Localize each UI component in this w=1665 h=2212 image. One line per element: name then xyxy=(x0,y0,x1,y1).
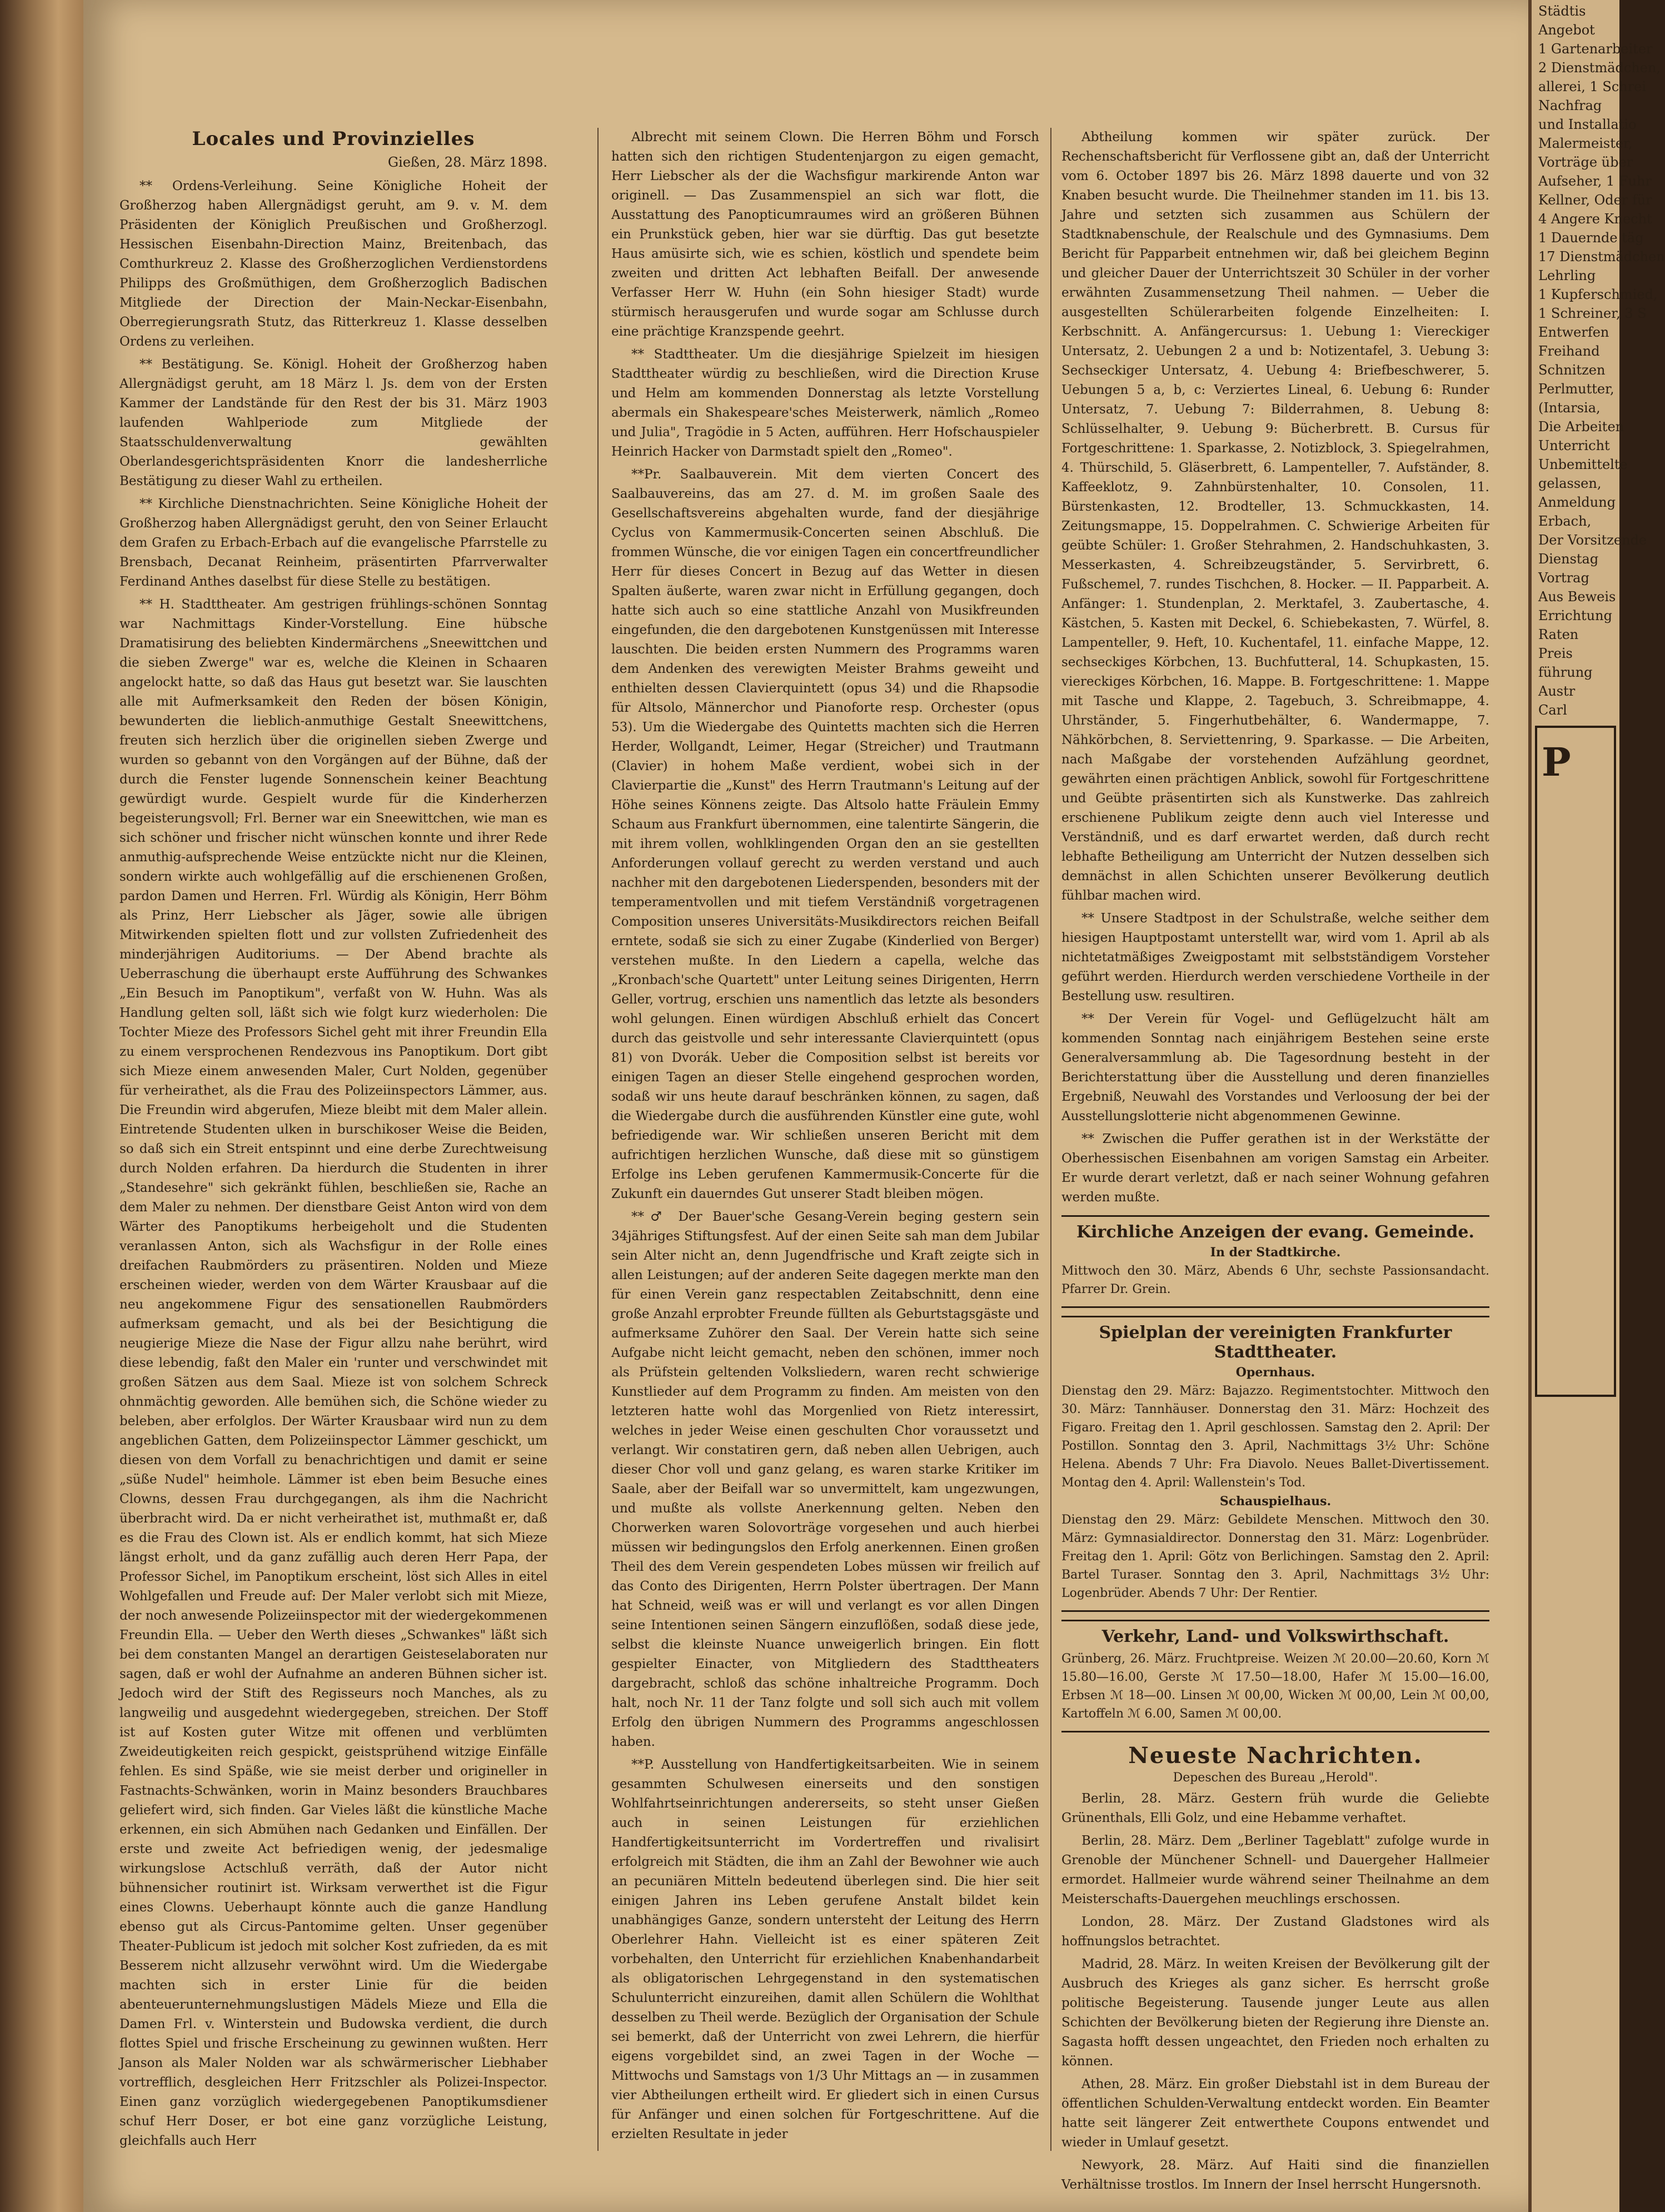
adjacent-page-line: Errichtung xyxy=(1538,608,1612,623)
adjacent-page-line: Malermeister, xyxy=(1538,136,1633,151)
adjacent-page-line: 4 Angere Knecht xyxy=(1538,211,1652,227)
church-subtitle: In der Stadtkirche. xyxy=(1210,1245,1341,1260)
adjacent-page-line: Anmeldung xyxy=(1538,495,1616,510)
news-item: Berlin, 28. März. Dem „Berliner Tageblatt" zufolge wurde in Grenoble der Münchener Schnell- und Dauergeher Hallmeier ermordet. Hallmeier wurde während seiner Theilnahme an dem Meisterschafts-Dauergehen meuchlings erschossen. xyxy=(1061,1834,1489,1906)
article-paragraph: Albrecht mit seinem Clown. Die Herren Böhm und Forsch hatten sich den richtigen Studentenjargon zu eigen gemacht, Herr Liebscher als der die Wachsfigur markirende Anton war originell. — Das Zusammenspiel an sich war flott, die Ausstattung des Panopticumraumes wird an größeren Bühnen ein Prunkstück geben, hier war sie dürftig. Das gut besetzte Haus amüsirte sich, wie es schien, köstlich und spendete beim zweiten und dritten Act lebhaften Beifall. Der anwesende Verfasser Herr W. Huhn (ein Sohn hiesiger Stadt) wurde stürmisch herausgerufen und wurde sogar am Schlusse durch eine prächtige Kranzspende geehrt. xyxy=(611,130,1039,339)
column-2 xyxy=(611,128,1039,2151)
news-item: Berlin, 28. März. Gestern früh wurde die Geliebte Grünenthals, Elli Golz, und eine Hebamme verhaftet. xyxy=(1061,1791,1489,1825)
economy-section xyxy=(1061,1620,1489,1732)
column-1 xyxy=(119,128,547,2151)
adjacent-page-line: 1 Kupferschmied, xyxy=(1538,287,1658,302)
column-rule xyxy=(597,128,599,2151)
adjacent-page-line: 1 Dauernde täg xyxy=(1538,230,1644,246)
article-paragraph: ** Bestätigung. Se. Königl. Hoheit der Großherzog haben Allergnädigst geruht, am 18 März l. Js. dem von der Ersten Kammer der Landstände für den Rest der bis 31. März 1903 laufenden Wahlperiode zum Mitgliede der Staatsschuldenverwaltung gewählten Oberlandesgerichtspräsidenten Knorr die landesherrliche Bestätigung zu dieser Wahl zu ertheilen. xyxy=(119,357,547,488)
opera-heading: Opernhaus. xyxy=(1235,1365,1315,1380)
news-subtitle: Depeschen des Bureau „Herold". xyxy=(1173,1771,1378,1785)
book-spine xyxy=(0,0,83,2212)
church-title: Kirchliche Anzeigen der evang. Gemeinde. xyxy=(1076,1222,1474,1242)
adjacent-page-line: Austr xyxy=(1538,683,1576,699)
adjacent-page-line: 2 Dienstmädchen, xyxy=(1538,60,1661,76)
article-paragraph: **♂ Der Bauer'sche Gesang-Verein beging gestern sein 34jähriges Stiftungsfest. Auf der einen Seite sah man dem Jubilar sein Alter nicht an, denn Jugendfrische und Kraft zeigte sich in allen Leistungen; auf der anderen Seite dagegen merkte man den für einen Verein ganz respectablen Zeitabschnitt, denn eine große Anzahl erprobter Freunde füllten als Geburtstagsgäste und aufmerksame Zuhörer den Saal. Der Verein hatte sich seine Aufgabe nicht leicht gemacht, neben den schönen, immer noch als Prüfstein geltenden Volksliedern, waren recht schwierige Kunstlieder auf dem Programm zu finden. Am meisten von den letzteren hatte wohl das Morgenlied von Rietz interessirt, welches in jeder Weise einen geschulten Chor voraussetzt und verlangt. Wir constatiren gern, daß neben allen Uebrigen, auch dieser Chor voll und ganz gelang, es waren starke Kritiker im Saale, aber der Beifall war so unvermittelt, kam ungezwungen, und mußte als vollste Anerkennung gelten. Neben den Chorwerken waren Solovorträge vorgesehen und auch hierbei müssen wir bedingungslos den Erfolg anerkennen. Einen großen Theil des dem Verein gespendeten Lobes müssen wir freilich auf das Conto des Dirigenten, Herrn Polster übertragen. Der Mann hat Schneid, weiß was er will und verlangt es vor allen Dingen seine Intentionen seinen Sängern einzuflößen, sodaß diese jede, selbst die kleinste Nuance unweigerlich bringen. Ein flott gespielter Einacter, von Mitgliedern des Stadttheaters dargebracht, schloß das schöne inhaltreiche Programm. Doch halt, noch Nr. 11 der Tanz folgte und soll sich auch mit vollem Erfolg den übrigen Nummern des Programms angeschlossen haben. xyxy=(611,1210,1039,1749)
adjacent-page-line: Freihand xyxy=(1538,343,1600,359)
theatre-title: Spielplan der vereinigten Frankfurter Stadttheater. xyxy=(1099,1323,1452,1362)
column-rule xyxy=(1050,128,1051,2151)
church-notices xyxy=(1061,1215,1489,1308)
adjacent-page-line: Erbach, xyxy=(1538,513,1592,529)
section-title: Locales und Provinzielles xyxy=(192,128,475,150)
adjacent-page-line: Aufseher, 1 Fuhr xyxy=(1538,173,1652,189)
article-paragraph: ** H. Stadttheater. Am gestrigen frühlings-schönen Sonntag war Nachmittags Kinder-Vorstellung. Eine hübsche Dramatisirung des beliebten Kindermärchens „Sneewittchen und die sieben Zwerge" war es, welche die Kleinen in Schaaren angelockt hatte, so daß das Haus gut besetzt war. Sie lauschten alle mit Aufmerksamkeit den Reden der bösen Königin, bewunderten die lieblich-anmuthige Gestalt Sneewittchens, freuten sich herzlich über die originellen sieben Zwerge und wurden so gebannt von den Vorgängen auf der Bühne, daß der durch die Fenster lugende Sonnenschein keiner Beachtung gewürdigt wurde. Gespielt wurde für die Kinderherzen begeisterungsvoll; Frl. Berner war ein Sneewittchen, wie man es sich schöner und frischer nicht wünschen konnte und ihrer Rede anmuthig-aufsprechende Weise entzückte nicht nur die Kleinen, sondern wirkte auch wohlgefällig auf die erschienenen Großen, pardon Damen und Herren. Frl. Würdig als Königin, Herr Böhm als Prinz, Herr Liebscher als Jäger, sowie alle übrigen Mitwirkenden spielten flott und zur vollsten Zufriedenheit des minderjährigen Auditoriums. — Der Abend brachte als Ueberraschung die überhaupt erste Aufführung des Schwankes „Ein Besuch im Panoptikum", verfaßt von W. Huhn. Was als Handlung gelten soll, läßt sich wie folgt kurz wiederholen: Die Tochter Mieze des Professors Sichel geht mit ihrer Freundin Ella zu einem versprochenen Rendezvous ins Panoptikum. Dort gibt sich Mieze einem anwesenden Maler, Curt Nolden, gegenüber für verheirathet, als die Frau des Polizeiinspectors Lämmer, aus. Die Freundin wird abgerufen, Mieze bleibt mit dem Maler allein. Eintretende Studenten ulken in burschikoser Weise die Beiden, so daß sich ein Streit entspinnt und eine derbe Zurechtweisung durch Nolden erfahren. Da hierdurch die Studenten in ihrer „Standesehre" sich gekränkt fühlen, beschließen sie, Rache an dem Maler zu nehmen. Der dienstbare Geist Anton wird von dem Wärter des Panoptikums herbeigeholt und die Studenten veranlassen Anton, sich als Wachsfigur in der Rolle eines dreifachen Raubmörders zu präsentiren. Nolden und Mieze erscheinen wieder, werden von dem Wärter Krausbaar auf die neu angekommene Figur des sensationellen Raubmörders aufmerksam gemacht, und als bei der Besichtigung die neugierige Mieze die Nase der Figur allzu nahe berührt, wird diese lebendig, faßt den Maler ein 'runter und verschwindet mit großen Sätzen aus dem Saal. Mieze ist von solchem Schreck ohnmächtig geworden. Alle bemühen sich, die Schöne wieder zu beleben, aber erfolglos. Der Wärter Krausbaar wird nun zu dem angeblichen Gatten, dem Polizeiinspector Lämmer geschickt, um diesen von dem Vorfall zu benachrichtigen und damit er seine „süße Nudel" heimhole. Lämmer ist eben beim Besuche eines Clowns, dessen Frau durchgegangen, als ihm die Nachricht überbracht wird. Da er nicht verheirathet ist, muthmaßt er, daß es die Frau des Clown ist. Als er endlich kommt, hat sich Mieze längst erholt, und da ganz zufällig auch deren Herr Papa, der Professor Sichel, im Panoptikum erscheint, löst sich Alles in eitel Wohlgefallen und Freude auf: Der Maler verlobt sich mit Mieze, der noch anwesende Polizeiinspector mit der wiedergekommenen Freundin Ella. — Ueber den Werth dieses „Schwankes" läßt sich bei dem constanten Mangel an derartigen Geisteselaboraten nur sagen, daß er wohl der Aufnahme an anderen Bühnen sicher ist. Jedoch wird der Stift des Regisseurs noch Manches, als zu langweilig und ausgedehnt wiedergegeben, streichen. Der Stoff ist auf Kosten guter Witze mit offenen und verblümten Zweideutigkeiten reich gespickt, geistsprühend witzige Einfälle fehlen. Es sind Späße, wie sie meist derber und origineller in Fastnachts-Schwänken, worin in Mainz besonders Brauchbares geliefert wird, sich finden. Gar Vieles läßt die künstliche Mache erkennen, ein sich Abmühen nach Gedanken und Einfällen. Der erste und zweite Act befriedigen wenig, der jedesmalige wirkungslose Actschluß verräth, daß der Autor nicht bühnensicher routinirt ist. Wirksam verwerthet ist die Figur eines Clowns. Ueberhaupt könnte auch die ganze Handlung ebenso gut als Circus-Pantomime gelten. Unser gegenüber Theater-Publicum ist jedoch mit solcher Kost zufrieden, da es mit Besserem nicht allzusehr verwöhnt wird. Um die Wiedergabe machten sich in erster Linie für die beiden abenteuerunternehmungslustigen Mädels Mieze und Ella die Damen Frl. v. Winterstein und Budowska verdient, die durch flottes Spiel und frische Erscheinung zu gewinnen wußten. Herr Janson als Maler Nolden war als schwärmerischer Liebhaber vortrefflich, desgleichen Herr Fritzschler als Polizei-Inspector. Einen ganz vorzüglich wiedergegebenen Panoptikumsdiener schuf Herr Doser, er bot eine ganz vorzügliche Leistung, gleichfalls auch Herr xyxy=(119,597,547,2148)
article-paragraph: ** Zwischen die Puffer gerathen ist in der Werkstätte der Oberhessischen Eisenbahnen am vorigen Samstag ein Arbeiter. Er wurde derart verletzt, daß er nach seiner Wohnung gefahren werden mußte. xyxy=(1061,1132,1489,1205)
church-text: Mittwoch den 30. März, Abends 6 Uhr, sechste Passionsandacht. Pfarrer Dr. Grein. xyxy=(1061,1264,1489,1296)
adjacent-page-line: Entwerfen xyxy=(1538,324,1609,340)
advertisement-letter: P xyxy=(1542,739,1571,785)
article-paragraph: **P. Ausstellung von Handfertigkeitsarbeiten. Wie in seinem gesammten Schulwesen einerseits und den sonstigen Wohlfahrtseinrichtungen andererseits, so steht unser Gießen auch in seinen Leistungen für erziehlichen Handfertigkeitsunterricht im Vordertreffen und rivalisirt erfolgreich mit Städten, die ihm an Zahl der Bewohner wie auch an pecuniären Mitteln bedeutend überlegen sind. Die hier seit einigen Jahren ins Leben gerufene Anstalt bildet kein unabhängiges Ganze, sondern untersteht der Leitung des Herrn Oberlehrer Hahn. Vielleicht ist es einer späteren Zeit vorbehalten, den Unterricht für erziehlichen Knabenhandarbeit als obligatorischen Lehrgegenstand in den systematischen Schulunterricht einzureihen, damit allen Schülern die Wohlthat desselben zu Theil werde. Bezüglich der Organisation der Schule sei bemerkt, daß der Unterricht von zwei Lehrern, die hierfür eigens vorgebildet sind, an zwei Tagen in der Woche — Mittwochs und Samstags von 1/3 Uhr Mittags an — in zusammen vier Abtheilungen ertheilt wird. Er gliedert sich in einen Cursus für Anfänger und einen solchen für Fortgeschrittene. Auf die erzielten Resultate in jeder xyxy=(611,1757,1039,2141)
adjacent-page-line: und Installatio xyxy=(1538,117,1637,132)
adjacent-page-line: Unterricht xyxy=(1538,438,1610,453)
theatre-schedule xyxy=(1061,1316,1489,1612)
news-item: Athen, 28. März. Ein großer Diebstahl ist in dem Bureau der öffentlichen Schulden-Verwaltung entdeckt worden. Ein Beamter hatte seit längerer Zeit entwerthete Coupons entwendet und wieder in Umlauf gesetzt. xyxy=(1061,2077,1489,2150)
news-item: Madrid, 28. März. In weiten Kreisen der Bevölkerung gilt der Ausbruch des Krieges als ganz sicher. Es herrscht große politische Begeisterung. Tausende junger Leute aus allen Schichten der Bevölkerung bieten der Regierung ihre Dienste an. Sagasta hofft dessen ungeachtet, den Frieden noch erhalten zu können. xyxy=(1061,1957,1489,2069)
adjacent-page-line: führung xyxy=(1538,665,1593,680)
advertisement-box xyxy=(1535,726,1616,1397)
opera-text: Dienstag den 29. März: Bajazzo. Regimentstochter. Mittwoch den 30. März: Tannhäuser. Donnerstag den 31. März: Hochzeit des Figaro. Freitag den 1. April geschlossen. Samstag den 2. April: Der Postillon. Sonntag den 3. April, Nachmittags 3½ Uhr: Schöne Helena. Abends 7 Uhr: Fra Diavolo. Neues Ballet-Divertissement. Montag den 4. April: Wallenstein's Tod. xyxy=(1061,1384,1489,1490)
adjacent-page-line: Unbemittelte xyxy=(1538,457,1628,472)
adjacent-page-line: 1 Schreiner, 3 S xyxy=(1538,306,1647,321)
play-heading: Schauspielhaus. xyxy=(1219,1494,1332,1509)
economy-text: Grünberg, 26. März. Fruchtpreise. Weizen ℳ 20.00—20.60, Korn ℳ 15.80—16.00, Gerste ℳ 17.50—18.00, Hafer ℳ 15.00—16.00, Erbsen ℳ 18—00. Linsen ℳ 00,00, Wicken ℳ 00,00, Lein ℳ 00,00, Kartoffeln ℳ 6.00, Samen ℳ 00,00. xyxy=(1061,1652,1489,1721)
adjacent-page-line: (Intarsia, xyxy=(1538,400,1601,416)
adjacent-page-line: Aus Beweis xyxy=(1538,589,1616,605)
adjacent-page-line: Der Vorsitzende xyxy=(1538,532,1647,548)
news-item: Newyork, 28. März. Auf Haiti sind die finanziellen Verhältnisse trostlos. Im Innern der Insel herrscht Hungersnoth. xyxy=(1061,2158,1489,2192)
adjacent-page-line: Preis xyxy=(1538,646,1573,661)
adjacent-page-line: 1 Gartenarbeiter xyxy=(1538,41,1653,57)
adjacent-page-line: Schnitzen xyxy=(1538,362,1606,378)
adjacent-page-line: gelassen, xyxy=(1538,476,1602,491)
play-text: Dienstag den 29. März: Gebildete Menschen. Mittwoch den 30. März: Gymnasialdirector. Donnerstag den 31. März: Logenbrüder. Freitag den 1. April: Götz von Berlichingen. Samstag den 2. April: Bartel Turaser. Sonntag den 3. April, Nachmittags 3½ Uhr: Logenbrüder. Abends 7 Uhr: Der Rentier. xyxy=(1061,1513,1489,1600)
adjacent-page-edge xyxy=(1528,0,1665,2212)
article-paragraph: ** Kirchliche Dienstnachrichten. Seine Königliche Hoheit der Großherzog haben Allergnädigst geruht, den von Seiner Erlaucht dem Grafen zu Erbach-Erbach auf die evangelische Pfarrstelle zu Brensbach, Decanat Reinheim, präsentirten Pfarrverwalter Ferdinand Anthes daselbst für diese Stelle zu bestätigen. xyxy=(119,497,547,589)
news-item: London, 28. März. Der Zustand Gladstones wird als hoffnungslos betrachtet. xyxy=(1061,1915,1489,1949)
article-paragraph: Abtheilung kommen wir später zurück. Der Rechenschaftsbericht für Verflossene gibt an, daß der Unterricht vom 6. October 1897 bis 26. März 1898 dauerte und von 32 Knaben besucht wurde. Die Theilnehmer standen im 11. bis 13. Jahre und setzten sich zusammen aus Schülern der Stadtknabenschule, der Realschule und des Gymnasiums. Dem Bericht für Papparbeit entnehmen wir, daß bei gleichem Beginn und gleicher Dauer der Unterrichtszeit 30 Schüler in der vorher erwähnten Zusammensetzung Theil nahmen. — Ueber die ausgestellten Schülerarbeiten folgende Einzelheiten: I. Kerbschnitt. A. Anfängercursus: 1. Uebung 1: Viereckiger Untersatz, 2. Uebungen 2 a und b: Notizentafel, 3. Uebung 3: Sechseckiger Untersatz, 4. Uebung 4: Briefbeschwerer, 5. Uebungen 5 a, b, c: Verziertes Lineal, 6. Uebung 6: Runder Untersatz, 7. Uebung 7: Bilderrahmen, 8. Uebung 8: Schlüsselhalter, 9. Uebung 9: Bücherbrett. B. Cursus für Fortgeschrittene: 1. Sparkasse, 2. Notizblock, 3. Spiegelrahmen, 4. Thürschild, 5. Gläserbrett, 6. Lampenteller, 7. Aufständer, 8. Kaffeeklotz, 9. Zahnbürstenhalter, 10. Consolen, 11. Bürstenkasten, 12. Brodteller, 13. Schmuckkasten, 14. Zeitungsmappe, 15. Doppelrahmen. C. Schwierige Arbeiten für geübte Schüler: 1. Großer Stehrahmen, 2. Handschuhkasten, 3. Messerkasten, 4. Schreibzeugständer, 5. Servirbrett, 6. Fußschemel, 7. rundes Tischchen, 8. Hocker. — II. Papparbeit. A. Anfänger: 1. Stundenplan, 2. Merktafel, 3. Zaubertasche, 4. Kästchen, 5. Kasten mit Deckel, 6. Schiebekasten, 7. Würfel, 8. Lampenteller, 9. Heft, 10. Kuchentafel, 11. einfache Mappe, 12. sechseckiges Körbchen, 13. Buchfutteral, 14. Schupkasten, 15. viereckiges Körbchen, 16. Mappe. B. Fortgeschrittene: 1. Mappe mit Tasche und Klappe, 2. Tagebuch, 3. Schreibmappe, 4. Uhrständer, 5. Fingerhutbehälter, 6. Wandermappe, 7. Nähkörbchen, 8. Serviettenring, 9. Sparkasse. — Die Arbeiten, nach Maßgabe der vorstehenden Aufzählung geordnet, gewährten einen prächtigen Anblick, sowohl für Fortgeschrittene und Geübte präsentirten sich als Kunstwerke. Das zahlreich erschienene Publikum zeigte denn auch viel Interesse und Verständniß, und es darf erwartet werden, daß durch recht lebhafte Betheiligung am Unterricht der Nutzen desselben sich demnächst in allen Schichten unserer Bevölkerung deutlich fühlbar machen wird. xyxy=(1061,130,1489,903)
adjacent-page-line: Perlmutter, xyxy=(1538,381,1614,397)
adjacent-page-line: Angebot xyxy=(1538,22,1595,38)
article-paragraph: ** Ordens-Verleihung. Seine Königliche Hoheit der Großherzog haben Allergnädigst geruht, am 9. v. M. dem Präsidenten der Königlich Preußischen und Großherzogl. Hessischen Eisenbahn-Direction Mainz, Breitenbach, das Comthurkreuz 2. Klasse des Großherzoglichen Verdienstordens Philipps des Großmüthigen, dem Großherzoglich Badischen Mitgliede der Direction der Main-Neckar-Eisenbahn, Oberregierungsrath Stutz, das Ritterkreuz 1. Klasse desselben Ordens zu verleihen. xyxy=(119,179,547,349)
economy-title: Verkehr, Land- und Volkswirthschaft. xyxy=(1101,1627,1449,1646)
article-paragraph: ** Unsere Stadtpost in der Schulstraße, welche seither dem hiesigen Hauptpostamt unterstellt war, wird vom 1. April ab als nichtetatmäßiges Zweigpostamt mit selbstständigem Vorsteher geführt werden. Hierdurch werden verschiedene Vortheile in der Bestellung usw. resultiren. xyxy=(1061,911,1489,1003)
article-paragraph: **Pr. Saalbauverein. Mit dem vierten Concert des Saalbauvereins, das am 27. d. M. im großen Saale des Gesellschaftsvereins abgehalten wurde, fand der diesjährige Cyclus von Kammermusik-Concerten seinen Abschluß. Die frommen Wünsche, die vor einigen Tagen ein concertfreundlicher Herr für dieses Concert in Bezug auf das Wetter in diesen Spalten äußerte, waren zwar nicht in Erfüllung gegangen, doch hatte sich auch so eine stattliche Anzahl von Musikfreunden eingefunden, die den dargebotenen Kunstgenüssen mit Interesse lauschten. Die beiden ersten Nummern des Programms waren dem Andenken des verewigten Meister Brahms geweiht und enthielten dessen Clavierquintett (opus 34) und die Rhapsodie für Altsolo, Männerchor und Pianoforte resp. Orchester (opus 53). Um die Wiedergabe des Quintetts machten sich die Herren Herder, Wollgandt, Leimer, Hegar (Streicher) und Trautmann (Clavier) in hohem Maße verdient, wobei sich in der Clavierpartie die „Kunst" des Herrn Trautmann's Leitung auf der Höhe seines Könnens zeigte. Das Altsolo hatte Fräulein Emmy Schaum aus Frankfurt übernommen, eine talentirte Sängerin, die mit ihrem vollen, wohlklingenden Organ den an sie gestellten Anforderungen vollauf gerecht zu werden verstand und auch nachher mit den dargebotenen Liederspenden, besonders mit der temperamentvollen und mit tiefem Verständniß vorgetragenen Composition unseres Universitäts-Musikdirectors reichen Beifall erntete, sodaß sie sich zu einer Zugabe (Kinderlied von Berger) verstehen mußte. In den Liedern a capella, welche das „Kronbach'sche Quartett" unter Leitung seines Dirigenten, Herrn Geller, vortrug, erschien uns namentlich das letzte als besonders wohl gelungen. Einen würdigen Abschluß erhielt das Concert durch das geistvolle und sehr interessante Clavierquintett (opus 81) von Dvorák. Ueber die Composition selbst ist bereits vor einigen Tagen an dieser Stelle eingehend gesprochen worden, sodaß wir uns heute darauf beschränken können, zu sagen, daß die Wiedergabe durch die ausführenden Künstler eine gute, wohl befriedigende war. Wir schließen unseren Bericht mit dem aufrichtigen herzlichen Wunsche, daß diese mit so günstigem Erfolge ins Leben gerufenen Kammermusik-Concerte für die Zukunft ein dauerndes Gut unserer Stadt bleiben mögen. xyxy=(611,467,1039,1201)
news-title: Neueste Nachrichten. xyxy=(1128,1742,1423,1769)
adjacent-page-line: Kellner, Oder für xyxy=(1538,192,1652,208)
article-paragraph: ** Der Verein für Vogel- und Geflügelzucht hält am kommenden Sonntag nach einjährigem Bestehen seine erste Generalversammlung ab. Die Tagesordnung besteht in der Berichterstattung über die Ausstellung und deren finanzielles Ergebniß, Neuwahl des Vorstandes und Verloosung der bei der Ausstellungslotterie nicht abgenommenen Gewinne. xyxy=(1061,1012,1489,1124)
adjacent-page-line: Carl xyxy=(1538,702,1567,718)
dateline: Gießen, 28. März 1898. xyxy=(387,154,547,170)
adjacent-page-line: Dienstag xyxy=(1538,551,1599,567)
adjacent-page-line: Städtis xyxy=(1538,3,1586,19)
adjacent-page-line: Lehrling xyxy=(1538,268,1596,283)
adjacent-page-line: Nachfrag xyxy=(1538,98,1602,113)
adjacent-page-text xyxy=(1532,3,1665,718)
article-paragraph: ** Stadttheater. Um die diesjährige Spielzeit im hiesigen Stadttheater würdig zu beschließen, wird die Direction Kruse und Helm am kommenden Donnerstag als letzte Vorstellung abermals ein Shakespeare'sches Meisterwerk, nämlich „Romeo und Julia", Tragödie in 5 Acten, aufführen. Herr Hofschauspieler Heinrich Hacker von Darmstadt spielt den „Romeo". xyxy=(611,347,1039,459)
adjacent-page-line: Die Arbeiten xyxy=(1538,419,1624,435)
adjacent-page-line: Vortrag xyxy=(1538,570,1589,586)
adjacent-page-line: Vorträge über xyxy=(1538,154,1633,170)
adjacent-page-line: Raten xyxy=(1538,627,1579,642)
adjacent-page-line: 17 Dienstmädchen xyxy=(1538,249,1665,264)
column-3 xyxy=(1061,128,1489,2192)
adjacent-page-line: allerei, 1 Schrei xyxy=(1538,79,1647,94)
